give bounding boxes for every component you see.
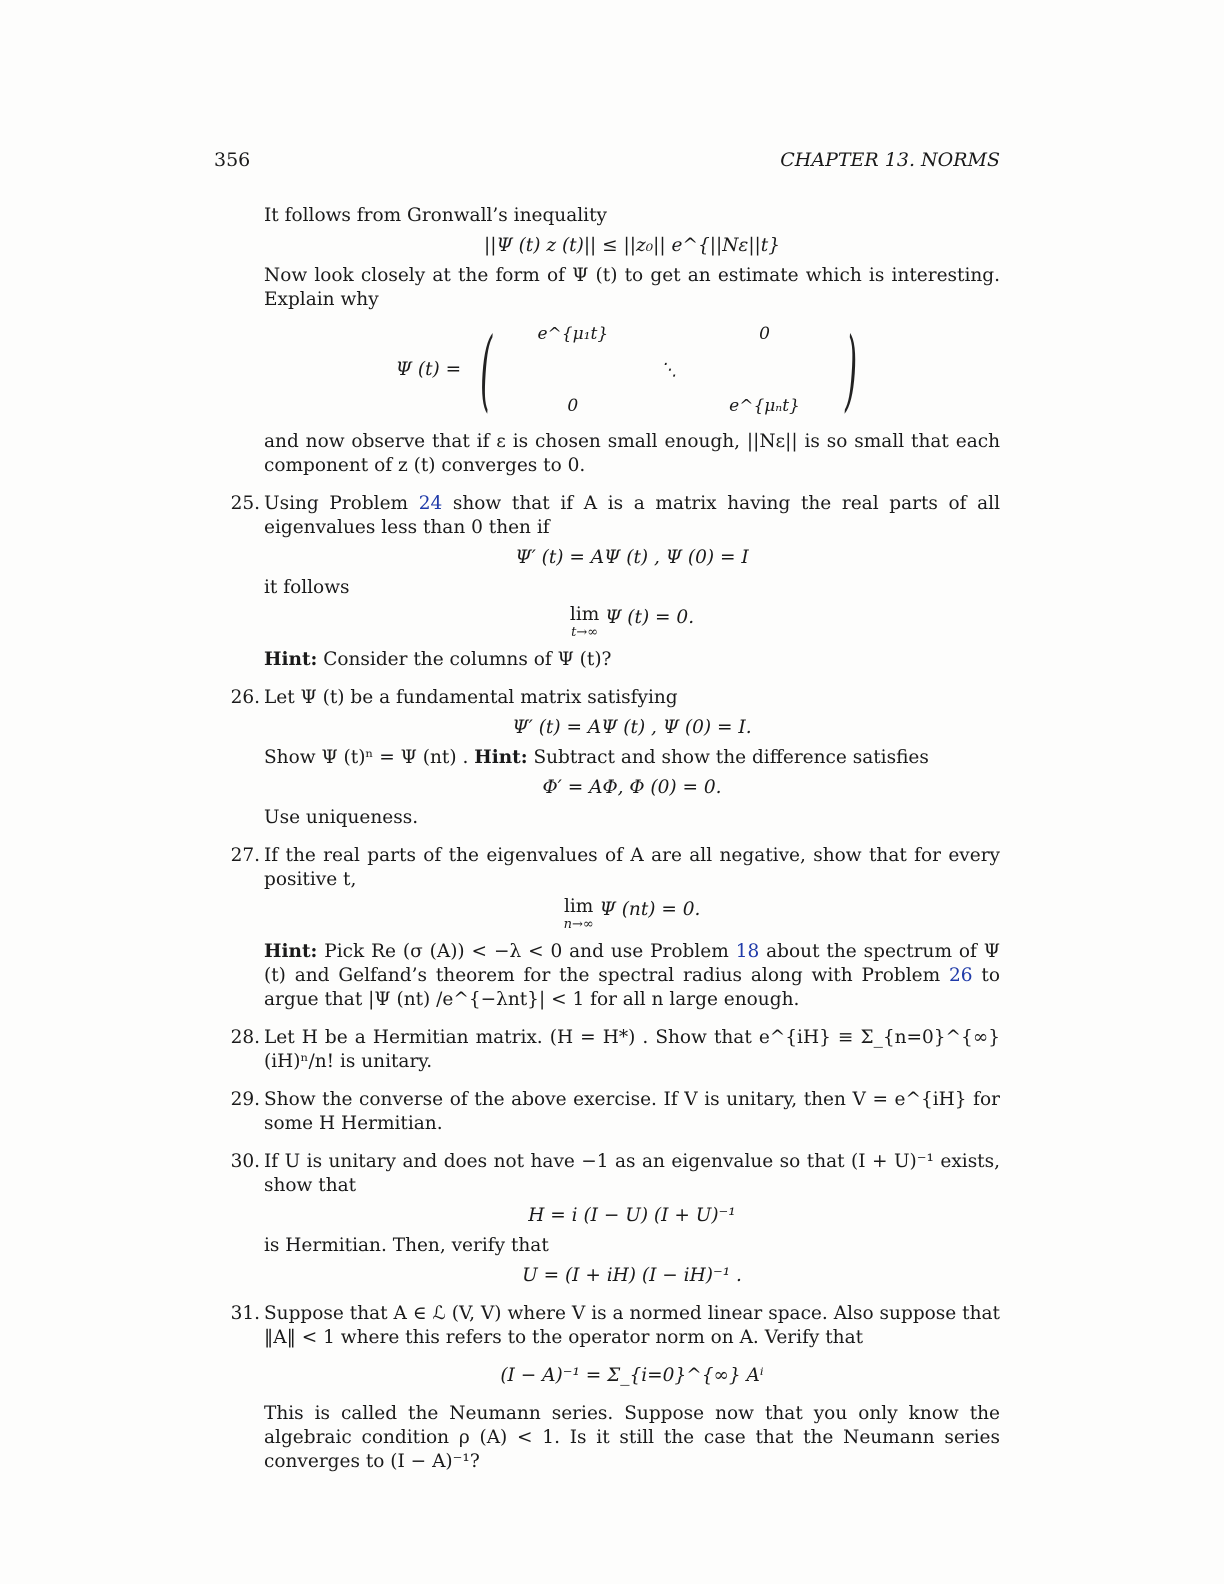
- problem-text: If the real parts of the eigenvalues of A are all negative, show that for every positive t,: [264, 845, 1000, 890]
- psi-matrix: [264, 316, 1000, 424]
- matrix-cell: [634, 388, 703, 424]
- problem-25: [230, 492, 1000, 672]
- text-part: Show Ψ (t)ⁿ = Ψ (nt) .: [264, 747, 475, 768]
- text-part: Using Problem: [264, 493, 419, 514]
- problem-link-24[interactable]: 24: [418, 493, 443, 514]
- limit-rest: Ψ (nt) = 0.: [599, 899, 701, 920]
- problem-29: [230, 1088, 1000, 1136]
- matrix-cell: ⋱: [660, 360, 678, 380]
- problem-text: it follows: [264, 577, 350, 598]
- intro-line-2: Now look closely at the form of Ψ (t) to get an estimate which is interesting. Explain why: [264, 265, 1000, 310]
- intro-block: [264, 204, 1000, 478]
- problem-text: This is called the Neumann series. Suppose now that you only know the algebraic condition ρ (A) < 1. Is it still the case that the Neumann series converges to (I − A)⁻¹?: [264, 1403, 1000, 1472]
- page-number: 356: [214, 149, 251, 171]
- matrix-cell: e^{μₙt}: [729, 396, 800, 416]
- hint-label: Hint:: [474, 747, 528, 768]
- problem-text: [264, 492, 1000, 540]
- lim-label: lim: [563, 896, 594, 917]
- right-paren: ): [845, 318, 858, 421]
- intro-line-3: and now observe that if ε is chosen small enough, ||Nε|| is so small that each component of z (t) converges to 0.: [264, 431, 1000, 476]
- problem-number: 30.: [230, 1151, 260, 1172]
- equation: Φ′ = AΦ, Φ (0) = 0.: [542, 777, 722, 798]
- problem-text: If U is unitary and does not have −1 as an eigenvalue so that (I + U)⁻¹ exists, show that: [264, 1151, 1000, 1196]
- intro-line-1: It follows from Gronwall’s inequality: [264, 205, 607, 226]
- limit-operator: [570, 606, 599, 642]
- hint-label: Hint:: [264, 941, 318, 962]
- equation: H = i (I − U) (I + U)⁻¹: [528, 1205, 736, 1226]
- problem-30: [230, 1150, 1000, 1288]
- problem-28: [230, 1026, 1000, 1074]
- matrix-cell: [703, 352, 826, 388]
- problem-number: 27.: [230, 845, 260, 866]
- problem-27: [230, 844, 1000, 1012]
- problem-number: 28.: [230, 1027, 260, 1048]
- chapter-header: CHAPTER 13. NORMS: [780, 149, 1000, 171]
- matrix-table: [512, 316, 826, 424]
- hint-label: Hint:: [264, 649, 318, 670]
- left-paren: (: [480, 318, 493, 421]
- problem-number: 26.: [230, 687, 260, 708]
- problem-31: [230, 1302, 1000, 1474]
- problem-text: Show the converse of the above exercise. If V is unitary, then V = e^{iH} for some H Hermitian.: [264, 1089, 1000, 1134]
- problem-number: 25.: [230, 493, 260, 514]
- matrix-cell: 0: [759, 324, 770, 344]
- problem-link-18[interactable]: 18: [735, 941, 760, 962]
- matrix-cell: [512, 352, 635, 388]
- page-body: [230, 204, 1000, 1474]
- matrix-lhs: Ψ (t) =: [395, 359, 462, 380]
- problem-number: 31.: [230, 1303, 260, 1324]
- hint-text: Subtract and show the difference satisfies: [527, 747, 929, 768]
- hint-text: Pick Re (σ (A)) < −λ < 0 and use Problem: [317, 941, 736, 962]
- problem-text: Let H be a Hermitian matrix. (H = H*) . Show that e^{iH} ≡ Σ_{n=0}^{∞} (iH)ⁿ/n! is unitary.: [264, 1027, 1000, 1072]
- problem-text: Let Ψ (t) be a fundamental matrix satisfying: [264, 687, 678, 708]
- hint-text: Consider the columns of Ψ (t)?: [317, 649, 612, 670]
- equation: U = (I + iH) (I − iH)⁻¹ .: [522, 1265, 742, 1286]
- hint-text: to argue that |Ψ (nt) /e^{−λnt}| < 1 for all n large enough.: [264, 965, 1000, 1010]
- equation: Ψ′ (t) = AΨ (t) , Ψ (0) = I.: [512, 717, 752, 738]
- hint: [264, 648, 1000, 672]
- problem-text: Use uniqueness.: [264, 807, 419, 828]
- equation: Ψ′ (t) = AΨ (t) , Ψ (0) = I: [515, 547, 749, 568]
- lim-subscript: t→∞: [571, 625, 599, 640]
- matrix-cell: [634, 316, 703, 352]
- lim-subscript: n→∞: [563, 917, 594, 932]
- hint: [264, 940, 1000, 1012]
- neumann-series-equation: (I − A)⁻¹ = Σ_{i=0}^{∞} Aⁱ: [500, 1365, 764, 1386]
- limit-rest: Ψ (t) = 0.: [605, 607, 695, 628]
- gronwall-equation: ||Ψ (t) z (t)|| ≤ ||z₀|| e^{||Nε||t}: [484, 235, 780, 256]
- problem-text: is Hermitian. Then, verify that: [264, 1235, 549, 1256]
- matrix-cell: 0: [567, 396, 579, 416]
- problem-link-26[interactable]: 26: [949, 965, 973, 986]
- text-part: show that if A is a matrix having the real parts of all eigenvalues less than 0 then if: [264, 493, 1000, 538]
- hint-text: about the spectrum of Ψ (t) and Gelfand’s theorem for the spectral radius along with Problem: [264, 941, 1000, 986]
- limit-equation: [264, 898, 1000, 934]
- lim-label: lim: [569, 604, 600, 625]
- limit-equation: [264, 606, 1000, 642]
- matrix-cell: e^{μ₁t}: [537, 324, 609, 344]
- problem-text: Suppose that A ∈ ℒ (V, V) where V is a normed linear space. Also suppose that ‖A‖ < 1 where this refers to the operator norm on A. Verify that: [264, 1303, 1000, 1348]
- limit-operator: [564, 898, 594, 934]
- problem-text: [264, 746, 1000, 770]
- problem-26: [230, 686, 1000, 830]
- problem-number: 29.: [230, 1089, 260, 1110]
